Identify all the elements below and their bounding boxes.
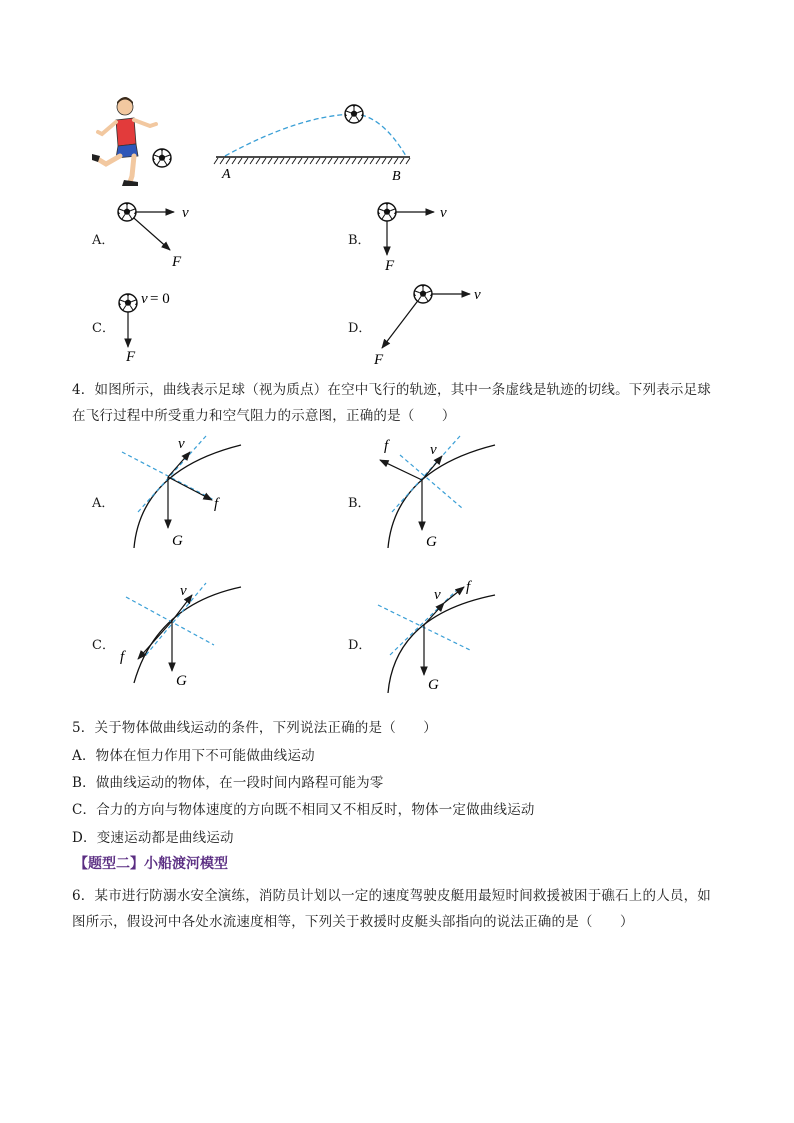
q4-option-a-letter[interactable]: A．: [92, 496, 115, 511]
q6-stem-line-2: 图所示，假设河中各处水流速度相等，下列关于救援时皮艇头部指向的说法正确的是（ ）: [72, 914, 634, 930]
q5-option-d[interactable]: D．变速运动都是曲线运动: [72, 830, 234, 846]
q5-stem: 5．关于物体做曲线运动的条件，下列说法正确的是（ ）: [72, 720, 437, 736]
q4-option-d-figure: [370, 575, 510, 693]
q3-option-b-letter[interactable]: B．: [348, 233, 371, 248]
q3-option-b-figure: [372, 200, 462, 272]
q4a-g-label: G: [172, 533, 183, 549]
section-heading: 【题型二】小船渡河模型: [74, 856, 228, 872]
q4c-f-label: f: [120, 649, 125, 665]
q3-option-d-letter[interactable]: D．: [348, 321, 372, 336]
q3b-f-label: F: [385, 258, 395, 272]
q4a-f-label: f: [214, 496, 219, 512]
q4-option-d-letter[interactable]: D．: [348, 638, 372, 653]
q4b-v-label: v: [430, 442, 437, 458]
q4-option-c-letter[interactable]: C．: [92, 638, 115, 653]
q4-option-b-figure: [370, 430, 510, 552]
q3-option-c-figure: [112, 285, 202, 365]
q3-option-a-letter[interactable]: A．: [92, 233, 115, 248]
q5-option-b[interactable]: B．做曲线运动的物体，在一段时间内路程可能为零: [72, 775, 384, 791]
q4c-v-label: v: [180, 583, 187, 599]
q4d-g-label: G: [428, 677, 439, 693]
q3a-f-label: F: [172, 254, 182, 270]
q3c-f-label: F: [126, 349, 136, 365]
q3-option-a-figure: [112, 200, 202, 272]
point-a-label: A: [222, 167, 231, 182]
q4-stem-line-2: 在飞行过程中所受重力和空气阻力的示意图，正确的是（ ）: [72, 408, 456, 424]
q4d-v-label: v: [434, 587, 441, 603]
trajectory-figure: [210, 100, 420, 186]
q3-option-c-letter[interactable]: C．: [92, 321, 115, 336]
q6-stem-line-1: 6．某市进行防溺水安全演练，消防员计划以一定的速度驾驶皮艇用最短时间救援被困于礁石上的人员，如: [72, 888, 711, 904]
q3d-f-label: F: [374, 352, 384, 368]
q4-option-b-letter[interactable]: B．: [348, 496, 371, 511]
q4d-f-label: f: [466, 579, 471, 595]
q3c-v-value: = 0: [150, 291, 170, 307]
q4b-f-label: f: [384, 438, 389, 454]
point-b-label: B: [392, 169, 401, 184]
q5-option-c[interactable]: C．合力的方向与物体速度的方向既不相同又不相反时，物体一定做曲线运动: [72, 802, 535, 818]
q5-option-a[interactable]: A．物体在恒力作用下不可能做曲线运动: [72, 748, 315, 764]
q4-option-a-figure: [116, 430, 256, 552]
q4-stem-line-1: 4．如图所示，曲线表示足球（视为质点）在空中飞行的轨迹，其中一条虚线是轨迹的切线。下列表示足球: [72, 382, 711, 398]
q3d-v-label: v: [474, 287, 481, 303]
q3c-v-label: v: [141, 291, 148, 307]
q4-option-c-figure: [116, 575, 256, 693]
q4c-g-label: G: [176, 673, 187, 689]
kicker-illustration: [92, 96, 182, 190]
q4a-v-label: v: [178, 436, 185, 452]
q3b-v-label: v: [440, 205, 447, 221]
q4b-g-label: G: [426, 534, 437, 550]
q3a-v-label: v: [182, 205, 189, 221]
q3-option-d-figure: [368, 282, 488, 370]
